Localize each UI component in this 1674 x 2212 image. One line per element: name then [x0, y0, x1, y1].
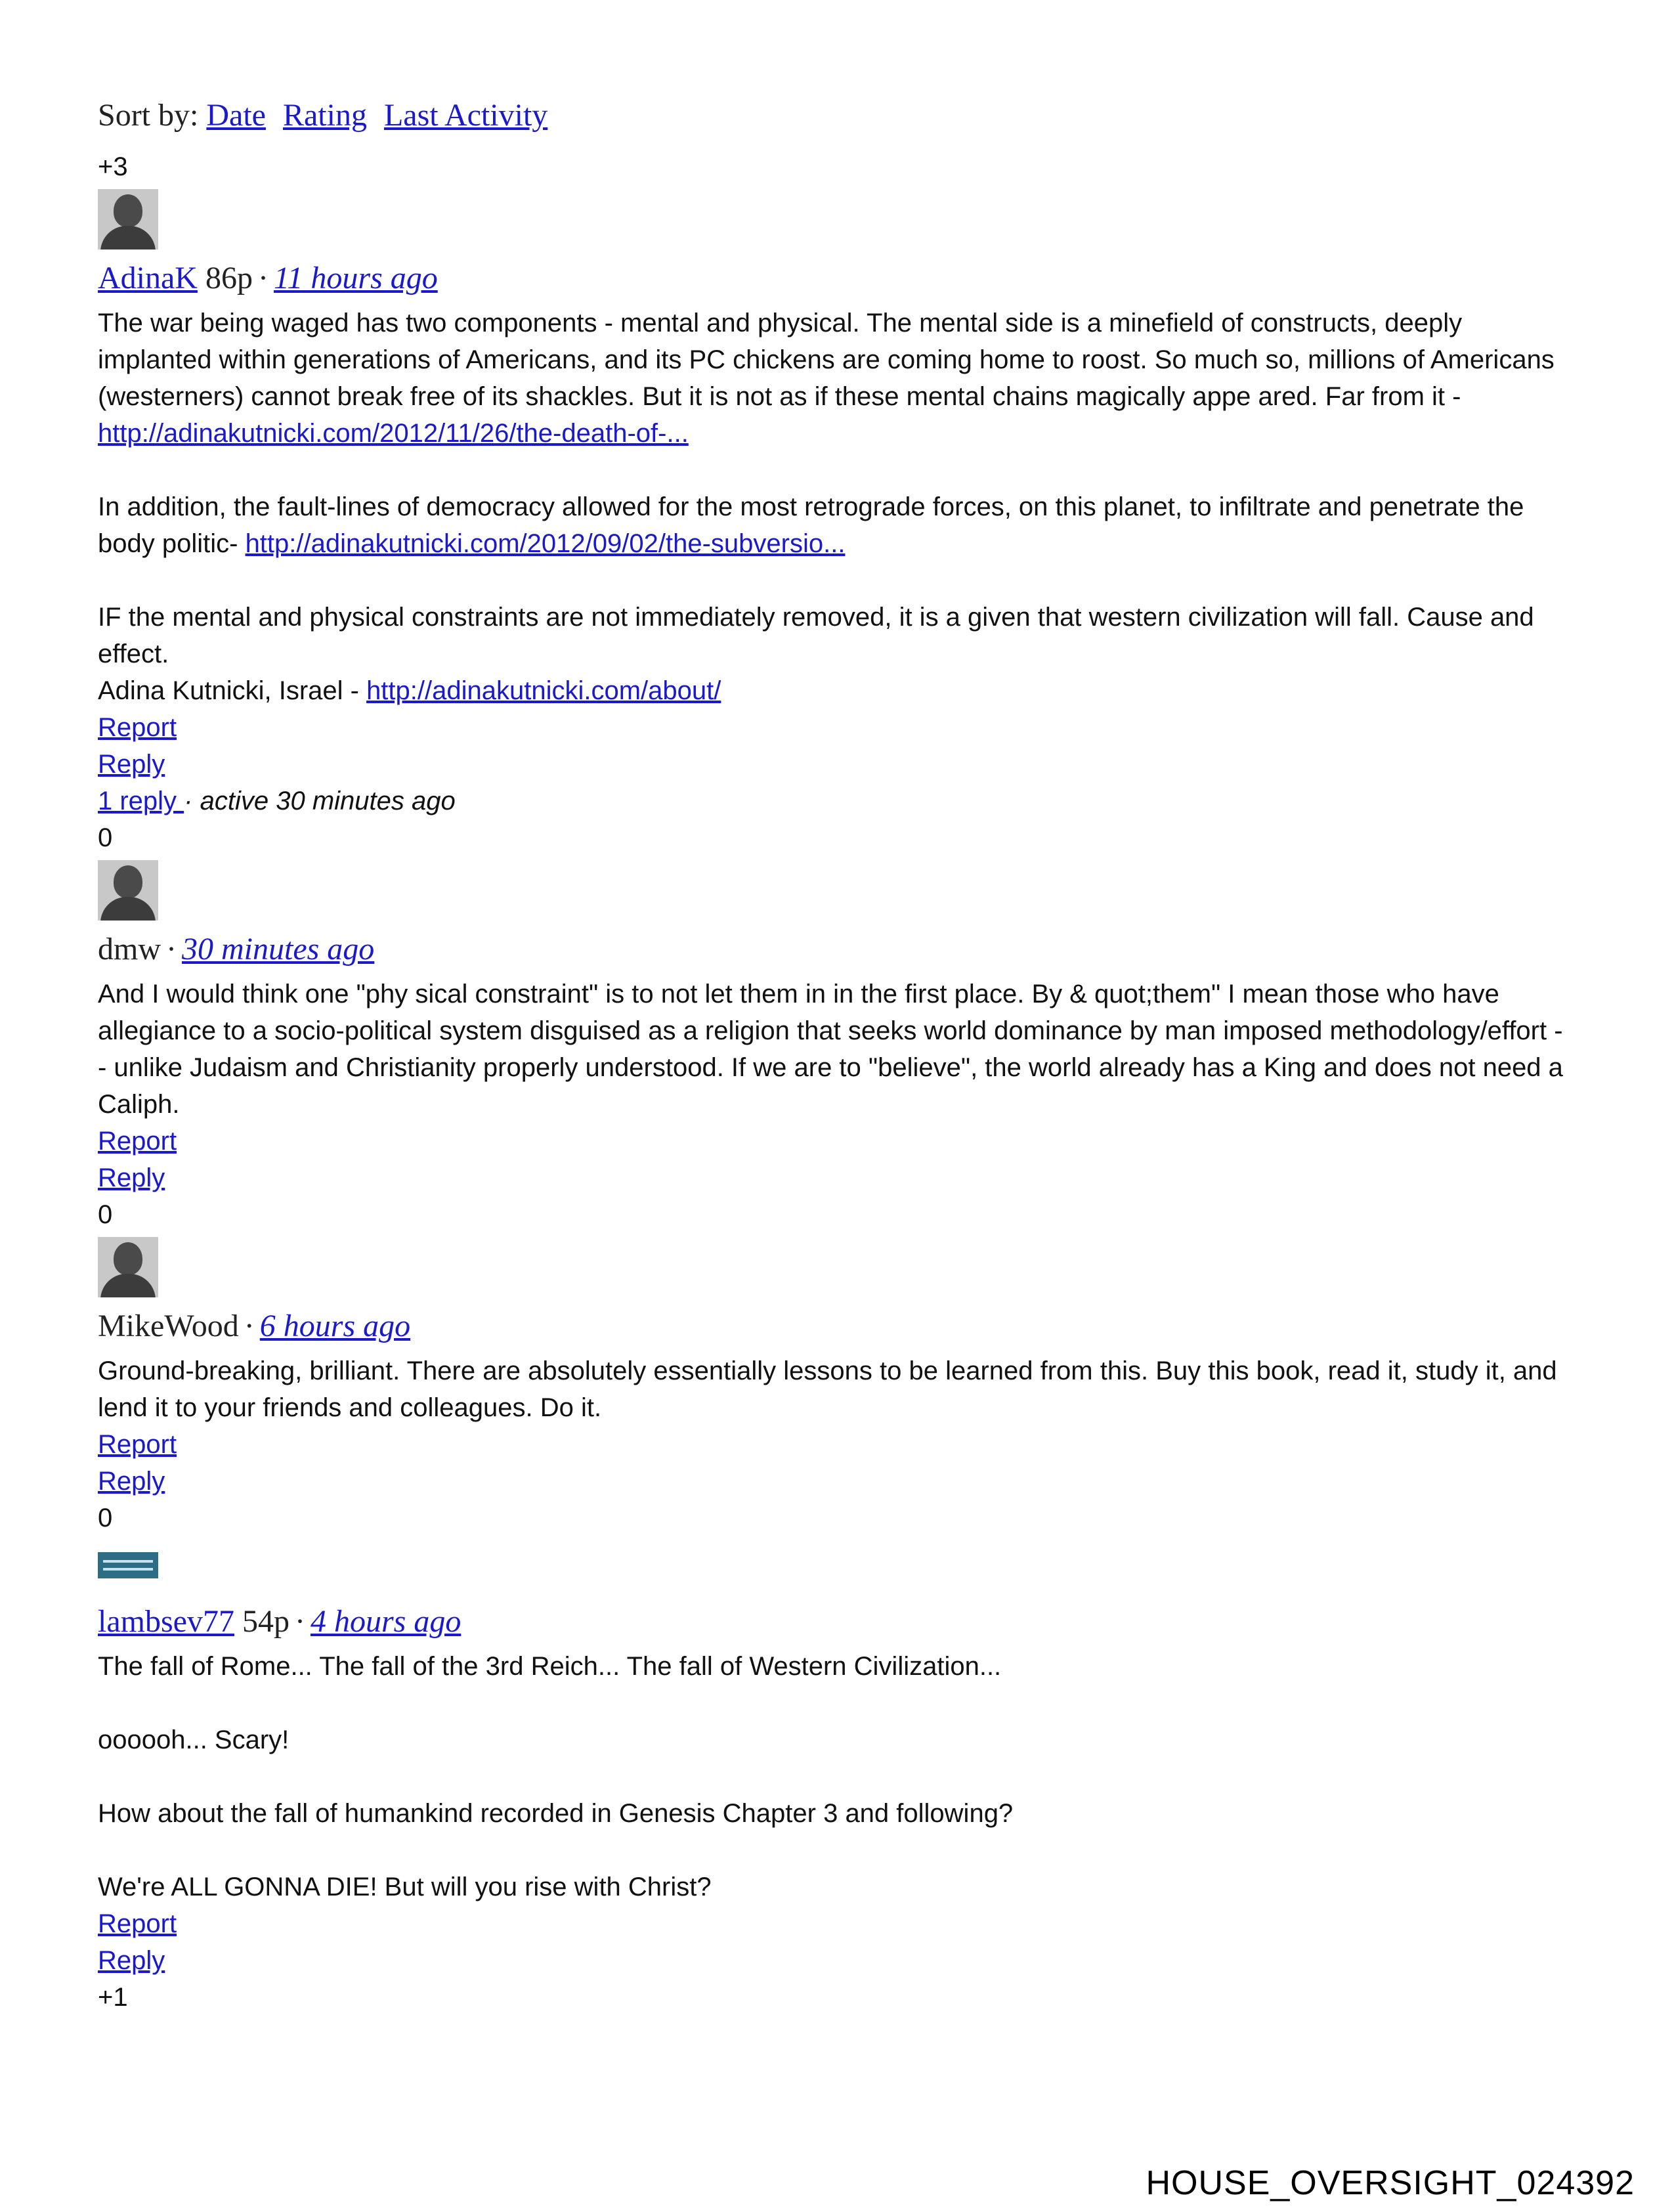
report-link[interactable]: Report — [98, 713, 177, 742]
sort-last-activity-link[interactable]: Last Activity — [383, 98, 548, 133]
comment-time-link[interactable]: 30 minutes ago — [181, 932, 375, 966]
reply-link[interactable]: Reply — [98, 1946, 165, 1975]
comment-body — [98, 1648, 1568, 1979]
comment-meta — [98, 1598, 1568, 1645]
meta-separator: · — [294, 1604, 305, 1639]
comment-score: 0 — [98, 1200, 113, 1229]
comment-text: Adina Kutnicki, Israel - — [98, 676, 367, 705]
comment-body — [98, 1353, 1568, 1500]
author-link[interactable]: AdinaK — [98, 261, 198, 295]
replies-activity: · active 30 minutes ago — [184, 787, 456, 815]
report-link[interactable]: Report — [98, 1909, 177, 1938]
comment-meta — [98, 926, 1568, 973]
reply-link[interactable]: Reply — [98, 750, 165, 779]
comment-dmw — [98, 819, 1568, 1196]
comment-url-link[interactable]: http://adinakutnicki.com/2012/11/26/the-death-of-... — [98, 419, 689, 448]
comment-body — [98, 976, 1568, 1196]
comment-score: 0 — [98, 823, 113, 852]
reply-link[interactable]: Reply — [98, 1163, 165, 1192]
report-link[interactable]: Report — [98, 1430, 177, 1459]
author-points: 54p — [242, 1604, 290, 1639]
meta-separator: · — [166, 932, 177, 966]
comment-mikewood — [98, 1196, 1568, 1500]
sort-bar — [98, 92, 1568, 139]
comment-paragraph: IF the mental and physical constraints are not immediately removed, it is a given that western civilization will fall. Cause and effect. — [98, 603, 1534, 668]
author-name: dmw — [98, 932, 161, 966]
comment-score: 0 — [98, 1504, 113, 1532]
comment-paragraph: oooooh... Scary! — [98, 1725, 290, 1754]
sort-label: Sort by: — [98, 98, 199, 133]
comment-paragraph: How about the fall of humankind recorded in Genesis Chapter 3 and following? — [98, 1799, 1014, 1828]
meta-separator: · — [244, 1309, 255, 1343]
comment-meta — [98, 1303, 1568, 1350]
avatar-icon[interactable] — [98, 1237, 158, 1297]
comment-meta — [98, 255, 1568, 302]
comment-lambsev77 — [98, 1500, 1568, 1979]
comment-adinak — [98, 148, 1568, 819]
next-comment-score: +1 — [98, 1983, 128, 2012]
reply-link[interactable]: Reply — [98, 1467, 165, 1496]
avatar-icon[interactable] — [98, 860, 158, 921]
comment-paragraph: The fall of Rome... The fall of the 3rd Reich... The fall of Western Civilization... — [98, 1652, 1002, 1681]
author-link[interactable]: lambsev77 — [98, 1604, 234, 1639]
comments-page — [98, 92, 1568, 2016]
replies-row — [98, 783, 1568, 819]
replies-count-link[interactable]: 1 reply — [98, 787, 184, 815]
author-points: 86p — [205, 261, 253, 295]
comment-time-link[interactable]: 6 hours ago — [259, 1309, 411, 1343]
badge-avatar-icon[interactable] — [98, 1552, 158, 1578]
report-link[interactable]: Report — [98, 1127, 177, 1156]
comment-score: +3 — [98, 152, 128, 181]
comment-paragraph — [98, 305, 1568, 452]
sort-date-link[interactable]: Date — [206, 98, 266, 133]
comment-body — [98, 305, 1568, 819]
comment-time-link[interactable]: 11 hours ago — [273, 261, 438, 295]
comment-url-link[interactable]: http://adinakutnicki.com/2012/09/02/the-subversio... — [245, 529, 846, 558]
comment-time-link[interactable]: 4 hours ago — [310, 1604, 461, 1639]
comment-text: In addition, the fault-lines of democracy allowed for the most retrograde forces, on this planet, to infiltrate and penetrate the body politic- — [98, 492, 1524, 558]
document-id-footer: HOUSE_OVERSIGHT_024392 — [1146, 2164, 1635, 2202]
sort-rating-link[interactable]: Rating — [282, 98, 367, 133]
comment-text: The war being waged has two components - mental and physical. The mental side is a minefield of constructs, deeply implanted within generations of Americans, and its PC chickens are coming home to roost. So much so, millions of Americans (westerners) cannot break free of its shackles. But it is not as if these mental chains magically appe ared. Far from it - — [98, 309, 1555, 411]
avatar-icon[interactable] — [98, 189, 158, 249]
comment-signature — [98, 672, 1568, 709]
comment-paragraph: We're ALL GONNA DIE! But will you rise with Christ? — [98, 1873, 712, 1901]
author-name: MikeWood — [98, 1309, 239, 1343]
comment-paragraph — [98, 488, 1568, 562]
comment-paragraph: And I would think one "phy sical constraint" is to not let them in in the first place. By & quot;them" I mean those who have allegiance to a socio-political system disguised as a religion that seeks world dominance by man imposed methodology/effort -- unlike Judaism and Christianity properly understood. If we are to "believe", the world already has a King and does not need a Caliph. — [98, 980, 1563, 1119]
about-url-link[interactable]: http://adinakutnicki.com/about/ — [366, 676, 721, 705]
meta-separator: · — [257, 261, 268, 295]
comment-paragraph: Ground-breaking, brilliant. There are absolutely essentially lessons to be learned from this. Buy this book, read it, study it, and lend it to your friends and colleagues. Do it. — [98, 1356, 1557, 1422]
